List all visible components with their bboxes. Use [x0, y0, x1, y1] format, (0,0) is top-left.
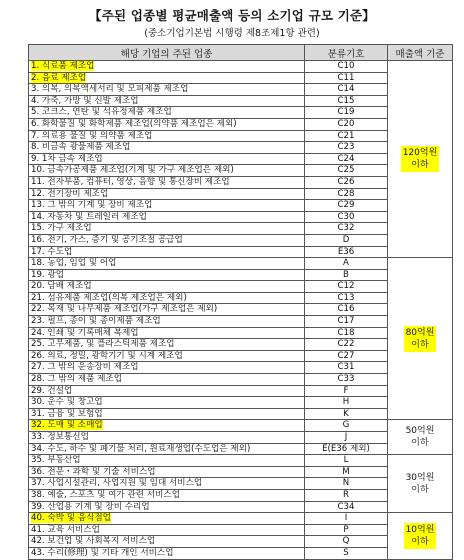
table-header-row	[29, 45, 453, 61]
industry-name: 9. 1차 금속 제조업	[31, 153, 103, 164]
industry-name: 33. 정보통신업	[31, 432, 89, 442]
industry-cell	[29, 339, 305, 351]
classification-code: C21	[305, 130, 388, 142]
classification-code: P	[305, 524, 388, 536]
industry-cell	[29, 547, 305, 559]
industry-name: 29. 건설업	[31, 385, 73, 396]
industry-cell	[29, 176, 305, 188]
revenue-value	[404, 424, 437, 450]
classification-code: H	[305, 397, 388, 409]
industry-name: 10. 금속가공제품 제조업(기계 및 가구 제조업은 제외)	[31, 165, 234, 176]
industry-name: 24. 인쇄 및 기록매체 복제업	[31, 327, 139, 338]
industry-cell	[29, 374, 305, 386]
industry-cell	[29, 455, 305, 467]
industry-name: 41. 교육 서비스업	[31, 524, 100, 535]
industry-name: 36. 전문・과학 및 기술 서비스업	[31, 466, 156, 477]
industry-name: 4. 가죽, 가방 및 신발 제조업	[31, 95, 139, 106]
industry-name: 17. 수도업	[31, 246, 73, 257]
industry-name: 19. 광업	[31, 269, 65, 280]
classification-code: L	[305, 455, 388, 467]
revenue-qualifier: 이하	[411, 438, 429, 449]
classification-code: C33	[305, 374, 388, 386]
industry-cell	[29, 362, 305, 374]
page-subtitle: (중소기업기본법 시행령 제8조제1항 관련)	[144, 28, 320, 39]
industry-cell	[29, 281, 305, 293]
industry-name: 3. 의복, 의복액세서리 및 모피제품 제조업	[31, 84, 189, 95]
industry-name: 5. 코크스, 연탄 및 석유정제품 제조업	[31, 107, 172, 118]
industry-cell	[29, 397, 305, 409]
classification-code: B	[305, 269, 388, 281]
classification-code: F	[305, 385, 388, 397]
industry-cell	[29, 234, 305, 246]
table-body	[29, 61, 453, 560]
industry-cell	[29, 408, 305, 420]
header-industry: 해당 기업의 주된 업종	[29, 45, 305, 61]
classification-code: C28	[305, 188, 388, 200]
industry-name: 22. 목재 및 나무제품 제조업(가구 제조업은 제외)	[31, 304, 218, 315]
classification-code: C31	[305, 362, 388, 374]
revenue-criterion	[388, 258, 453, 420]
revenue-amount: 10억원	[405, 524, 435, 535]
revenue-criterion	[388, 420, 453, 455]
revenue-qualifier: 이하	[411, 160, 429, 171]
classification-code: C29	[305, 200, 388, 212]
industry-cell	[29, 489, 305, 501]
industry-cell	[29, 327, 305, 339]
revenue-amount: 80억원	[405, 327, 435, 338]
industry-name: 23. 펄프, 종이 및 종이제품 제조업	[31, 316, 161, 327]
classification-code: C30	[305, 211, 388, 223]
classification-code: C24	[305, 153, 388, 165]
revenue-criterion	[388, 513, 453, 559]
industry-cell	[29, 443, 305, 455]
industry-name: 6. 화학물질 및 화학제품 제조업(의약품 제조업은 제외)	[31, 118, 237, 129]
classification-code: C25	[305, 165, 388, 177]
industry-cell	[29, 118, 305, 130]
industry-cell	[29, 223, 305, 235]
revenue-amount: 120억원	[402, 148, 438, 159]
revenue-value	[404, 326, 437, 352]
classification-code: C16	[305, 304, 388, 316]
industry-name: 40. 숙박 및 음식점업	[31, 513, 111, 524]
classification-code: N	[305, 478, 388, 490]
industry-name: 35. 부동산업	[31, 455, 81, 466]
classification-code: C10	[305, 61, 388, 73]
revenue-amount: 30억원	[405, 472, 435, 483]
classification-code: C12	[305, 281, 388, 293]
industry-cell	[29, 72, 305, 84]
page-title: 【주된 업종별 평균매출액 등의 소기업 규모 기준】	[89, 8, 375, 23]
industry-cell	[29, 420, 305, 432]
industry-cell	[29, 188, 305, 200]
revenue-qualifier: 이하	[411, 536, 429, 547]
industry-name: 43. 수리(修理) 및 기타 개인 서비스업	[31, 547, 174, 558]
classification-code: C32	[305, 223, 388, 235]
classification-code: D	[305, 234, 388, 246]
table-row	[29, 513, 453, 525]
industry-cell	[29, 246, 305, 258]
industry-name: 26. 의료, 정밀, 광학기기 및 시계 제조업	[31, 350, 183, 361]
industry-name: 21. 섬유제품 제조업(의복 제조업은 제외)	[31, 292, 187, 303]
industry-name: 38. 예술, 스포츠 및 여가 관련 서비스업	[31, 489, 181, 500]
industry-cell	[29, 478, 305, 490]
revenue-value	[404, 523, 437, 549]
industry-cell	[29, 316, 305, 328]
industry-name: 37. 사업시설관리, 사업지원 및 임대 서비스업	[31, 478, 203, 489]
classification-code: C34	[305, 501, 388, 513]
industry-cell	[29, 211, 305, 223]
industry-cell	[29, 536, 305, 548]
industry-name: 1. 식료품 제조업	[31, 61, 95, 71]
classification-code: K	[305, 408, 388, 420]
classification-code: C15	[305, 95, 388, 107]
classification-code: Q	[305, 536, 388, 548]
industry-cell	[29, 269, 305, 281]
industry-name: 13. 그 밖의 기계 및 장비 제조업	[31, 200, 153, 211]
industry-name: 42. 보건업 및 사회복지 서비스업	[31, 536, 156, 547]
industry-cell	[29, 200, 305, 212]
classification-code: C18	[305, 327, 388, 339]
classification-code: C19	[305, 107, 388, 119]
industry-name: 28. 그 밖의 제품 제조업	[31, 374, 123, 385]
industry-name: 20. 담배 제조업	[31, 281, 92, 292]
industry-cell	[29, 513, 305, 525]
table-row	[29, 420, 453, 432]
classification-code: E(E36 제외)	[305, 443, 388, 455]
industry-cell	[29, 350, 305, 362]
classification-code: C22	[305, 339, 388, 351]
industry-cell	[29, 292, 305, 304]
classification-code: S	[305, 547, 388, 559]
industry-name: 39. 산업용 기계 및 장비 수리업	[31, 501, 150, 512]
industry-name: 25. 고무제품, 및 플라스틱제품 제조업	[31, 339, 175, 350]
industry-cell	[29, 95, 305, 107]
revenue-value	[404, 471, 437, 497]
industry-name: 16. 전기, 가스, 증기 및 공기조절 공급업	[31, 234, 183, 245]
industry-cell	[29, 466, 305, 478]
classification-code: G	[305, 420, 388, 432]
industry-name: 11. 전자부품, 컴퓨터, 영상, 음향 및 통신장비 제조업	[31, 176, 230, 187]
industry-cell	[29, 165, 305, 177]
industry-name: 2. 음료 제조업	[31, 72, 87, 83]
classification-code: C14	[305, 84, 388, 96]
industry-name: 15. 가구 제조업	[31, 223, 92, 234]
table-row	[29, 61, 453, 73]
header-revenue: 매출액 기준	[388, 45, 453, 61]
classification-code: C17	[305, 316, 388, 328]
size-criteria-table	[28, 44, 453, 560]
industry-name: 27. 그 밖의 운송장비 제조업	[31, 362, 139, 373]
industry-name: 32. 도매 및 소매업	[31, 420, 103, 431]
industry-cell	[29, 432, 305, 444]
classification-code: A	[305, 258, 388, 270]
classification-code: C13	[305, 292, 388, 304]
industry-cell	[29, 304, 305, 316]
industry-name: 7. 의료용 물질 및 의약품 제조업	[31, 130, 153, 141]
table-row	[29, 455, 453, 467]
revenue-criterion	[388, 455, 453, 513]
classification-code: C11	[305, 72, 388, 84]
industry-name: 8. 비금속 광물제품 제조업	[31, 142, 131, 153]
revenue-amount: 50억원	[405, 426, 435, 437]
industry-name: 14. 자동차 및 트레일러 제조업	[31, 211, 147, 222]
classification-code: M	[305, 466, 388, 478]
industry-cell	[29, 142, 305, 154]
industry-name: 31. 금융 및 보험업	[31, 408, 103, 419]
industry-name: 18. 농업, 임업 및 어업	[31, 258, 117, 269]
revenue-qualifier: 이하	[411, 339, 429, 350]
industry-cell	[29, 524, 305, 536]
revenue-value	[401, 146, 440, 172]
industry-cell	[29, 385, 305, 397]
revenue-qualifier: 이하	[411, 484, 429, 495]
header-code: 분류기호	[305, 45, 388, 61]
classification-code: I	[305, 513, 388, 525]
industry-name: 34. 수도, 하수 및 폐기물 처리, 원료재생업(수도업은 제외)	[31, 443, 251, 454]
classification-code: C20	[305, 118, 388, 130]
classification-code: C27	[305, 350, 388, 362]
classification-code: C23	[305, 142, 388, 154]
industry-cell	[29, 107, 305, 119]
industry-cell	[29, 130, 305, 142]
revenue-criterion	[388, 61, 453, 258]
classification-code: R	[305, 489, 388, 501]
table-row	[29, 258, 453, 270]
classification-code: J	[305, 432, 388, 444]
industry-cell	[29, 153, 305, 165]
industry-cell	[29, 84, 305, 96]
industry-cell	[29, 61, 305, 73]
industry-name: 12. 전기장비 제조업	[31, 188, 109, 199]
classification-code: E36	[305, 246, 388, 258]
industry-cell	[29, 258, 305, 270]
industry-cell	[29, 501, 305, 513]
classification-code: C26	[305, 176, 388, 188]
industry-name: 30. 운수 및 창고업	[31, 397, 103, 408]
